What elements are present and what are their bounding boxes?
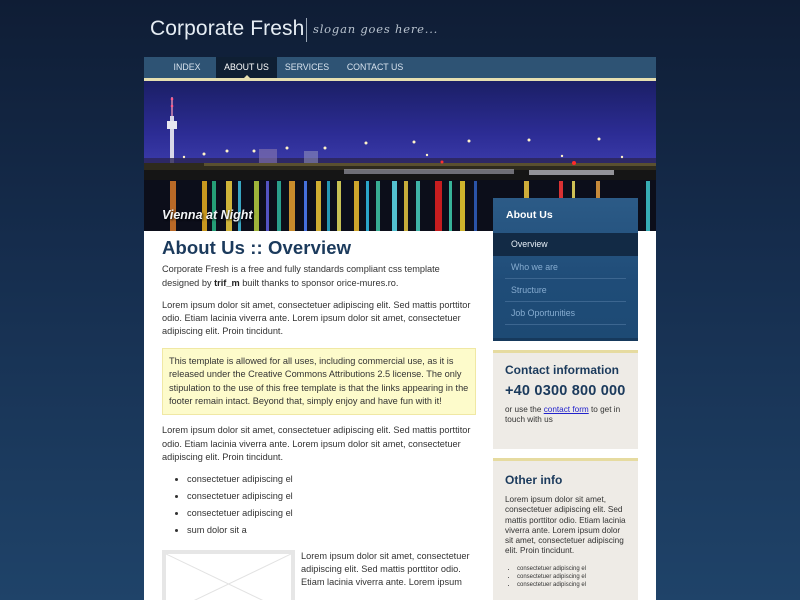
intro-text: Corporate Fresh is a free and fully standards compliant css template designed by [162, 264, 440, 288]
other-info-title: Other info [505, 473, 563, 487]
contact-text-end: to get in touch with us [505, 405, 621, 425]
sub-nav-item-overview[interactable] [493, 233, 638, 256]
title-separator [306, 18, 307, 42]
contact-form-link[interactable]: contact form [543, 405, 589, 414]
figure-text: Lorem ipsum dolor sit amet, consectetuer adipiscing elit. Sed mattis porttitor odio. Etiam lacinia viverra ante. Lorem ipsum [301, 550, 470, 588]
phone-number: +40 0300 800 000 [505, 383, 626, 399]
contact-text [505, 405, 626, 426]
other-info-text: Lorem ipsum dolor sit amet, consectetuer adipiscing elit. Sed mattis porttitor odio. Etiam lacinia viverra ante. Lorem ipsum dolor sit amet, consectetuer adipiscing elit. Proin tincidunt. [505, 495, 626, 556]
list-item: • consectetuer adipiscing el [187, 490, 476, 503]
image-placeholder-icon [166, 554, 291, 600]
sub-nav-item-who-we-are[interactable] [493, 256, 638, 279]
sub-nav-label: Who we are [511, 262, 558, 272]
list-item: • consectetuer adipiscing el [187, 507, 476, 520]
site-title[interactable]: Corporate Fresh [150, 17, 305, 40]
lorem-paragraph-1: Lorem ipsum dolor sit amet, consectetuer adipiscing elit. Sed mattis porttitor odio. Etiam lacinia viverra ante. Lorem ipsum dolor sit amet, consectetuer adipiscing elit. Proin tincidunt. [162, 299, 471, 337]
list-item: • consectetuer adipiscing el [517, 573, 626, 581]
license-notice: This template is allowed for all uses, including commercial use, as it is released under the Creative Commons Attributions 2.5 license. The only stipulation to the use of this free template is that the links appearing in the footer remain intact. Beyond that, simply enjoy and have fun with it! [162, 348, 476, 416]
sub-nav-label: Structure [511, 285, 547, 295]
other-info-list [517, 565, 626, 590]
sub-nav-item-job-oportunities[interactable] [493, 302, 638, 325]
list-item: • consectetuer adipiscing el [517, 565, 626, 573]
intro-text-end: built thanks to sponsor orice-mures.ro. [239, 277, 399, 288]
sub-nav-item-structure[interactable] [493, 279, 638, 302]
page-wrapper [144, 0, 656, 589]
other-info-box [493, 458, 638, 600]
author-name: trif_m [214, 277, 240, 288]
list-item: • consectetuer adipiscing el [187, 473, 476, 486]
divider [505, 324, 626, 325]
main-column [162, 237, 476, 600]
contact-title: Contact information [505, 363, 619, 377]
page-title: About Us :: Overview [162, 237, 352, 258]
lorem-paragraph-2: Lorem ipsum dolor sit amet, consectetuer adipiscing elit. Sed mattis porttitor odio. Etiam lacinia viverra ante. Lorem ipsum dolor sit amet, consectetuer adipiscing elit. Proin tincidunt. [162, 425, 471, 462]
banner-caption: Vienna at Night [162, 208, 253, 222]
contact-info-box [493, 350, 638, 449]
list-item: • consectetuer adipiscing el [517, 581, 626, 589]
site-header [144, 0, 656, 57]
bullet-list [187, 473, 476, 537]
contact-text-start: or use the [505, 405, 544, 414]
image-figure [162, 550, 476, 600]
intro-paragraph [162, 263, 476, 290]
sub-nav-label: Overview [511, 239, 548, 249]
sub-navigation [493, 198, 638, 341]
site-slogan: slogan goes here... [313, 22, 439, 36]
nav-item-services[interactable]: SERVICES [284, 62, 330, 72]
list-item: • sum dolor sit a [187, 524, 476, 537]
sidebar [493, 198, 638, 600]
nav-item-about-us[interactable]: ABOUT US [216, 57, 277, 78]
image-placeholder [162, 550, 295, 600]
nav-item-index[interactable]: INDEX [173, 62, 201, 72]
nav-item-contact-us[interactable]: CONTACT US [346, 62, 404, 72]
main-nav [144, 57, 656, 81]
sub-nav-title: About Us [506, 209, 553, 221]
sub-nav-label: Job Oportunities [511, 308, 576, 318]
